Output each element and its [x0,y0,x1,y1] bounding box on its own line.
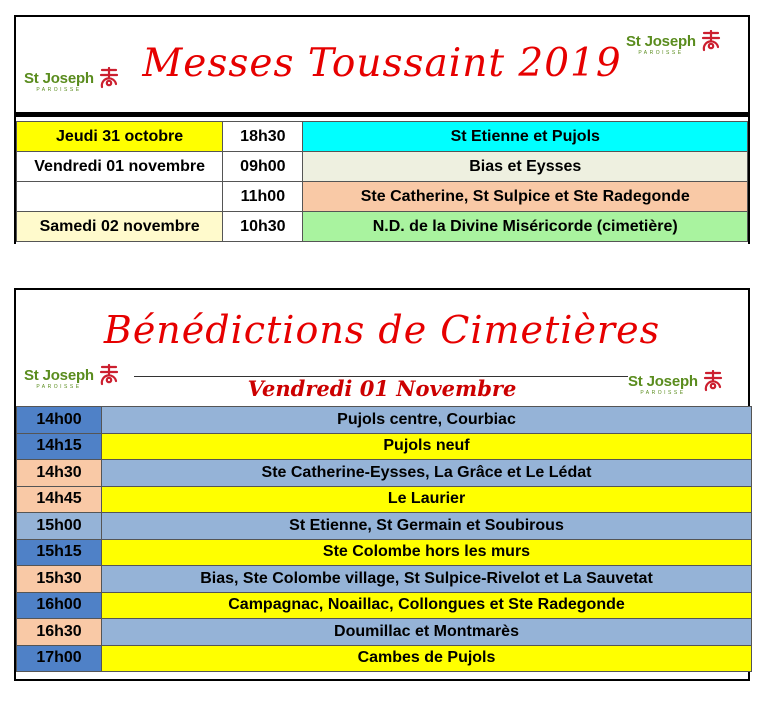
blessing-place-cell: Pujols neuf [102,433,752,460]
mass-day-cell [17,182,223,212]
blessing-time-cell: 14h00 [17,407,102,434]
blessing-row [17,433,752,460]
blessing-place-cell: Cambes de Pujols [102,645,752,672]
blessing-time-cell: 15h00 [17,513,102,540]
blessing-time-cell: 16h30 [17,619,102,646]
blessing-time-cell: 15h30 [17,566,102,593]
messes-title: Messes Toussaint 2019 [142,41,622,86]
blessing-place-cell: Pujols centre, Courbiac [102,407,752,434]
logo-brand: St Joseph [626,33,696,50]
mass-place-cell: Bias et Eysses [303,152,748,182]
blessing-time-cell: 16h00 [17,592,102,619]
blessing-time-cell: 14h45 [17,486,102,513]
messes-panel [14,15,750,244]
mass-place-cell: N.D. de la Divine Miséricorde (cimetière) [303,212,748,242]
blessing-row [17,539,752,566]
benedictions-title: Bénédictions de Cimetières [103,308,661,352]
logo-sub: PAROISSE [638,50,684,56]
mass-time-cell: 09h00 [223,152,303,182]
mass-day-cell: Samedi 02 novembre [17,212,223,242]
mass-place-cell: Ste Catherine, St Sulpice et Ste Radegonde [303,182,748,212]
blessing-place-cell: Doumillac et Montmarès [102,619,752,646]
blessing-row [17,513,752,540]
mass-day-cell: Vendredi 01 novembre [17,152,223,182]
blessing-row [17,460,752,487]
blessing-row [17,592,752,619]
blessing-place-cell: Ste Colombe hors les murs [102,539,752,566]
logo-brand: St Joseph [24,367,94,384]
benedictions-date: Vendredi 01 Novembre [247,376,517,401]
blessing-place-cell: Bias, Ste Colombe village, St Sulpice-Rivelot et La Sauvetat [102,566,752,593]
blessing-time-cell: 14h15 [17,433,102,460]
mass-day-cell: Jeudi 31 octobre [17,122,223,152]
mass-time-cell: 11h00 [223,182,303,212]
blessing-time-cell: 17h00 [17,645,102,672]
mass-time-cell: 10h30 [223,212,303,242]
messes-header [16,17,748,113]
blessing-place-cell: Le Laurier [102,486,752,513]
mass-row [17,212,748,242]
blessing-row [17,619,752,646]
blessing-row [17,566,752,593]
blessing-row [17,407,752,434]
logo-sub: PAROISSE [36,87,82,93]
benedictions-panel [14,288,750,681]
blessing-place-cell: Ste Catherine-Eysses, La Grâce et Le Lédat [102,460,752,487]
title-divider [16,112,748,117]
mass-place-cell: St Etienne et Pujols [303,122,748,152]
blessing-row [17,645,752,672]
logo-sub: PAROISSE [640,390,686,396]
blessing-row [17,486,752,513]
blessing-place-cell: St Etienne, St Germain et Soubirous [102,513,752,540]
mass-time-cell: 18h30 [223,122,303,152]
blessing-time-cell: 14h30 [17,460,102,487]
mass-schedule-table [16,121,748,242]
mass-row [17,122,748,152]
mass-row [17,182,748,212]
blessing-place-cell: Campagnac, Noaillac, Collongues et Ste Radegonde [102,592,752,619]
logo-brand: St Joseph [24,70,94,87]
logo-brand: St Joseph [628,373,698,390]
mass-row [17,152,748,182]
blessing-time-cell: 15h15 [17,539,102,566]
cemetery-schedule-table [16,406,752,672]
logo-sub: PAROISSE [36,384,82,390]
